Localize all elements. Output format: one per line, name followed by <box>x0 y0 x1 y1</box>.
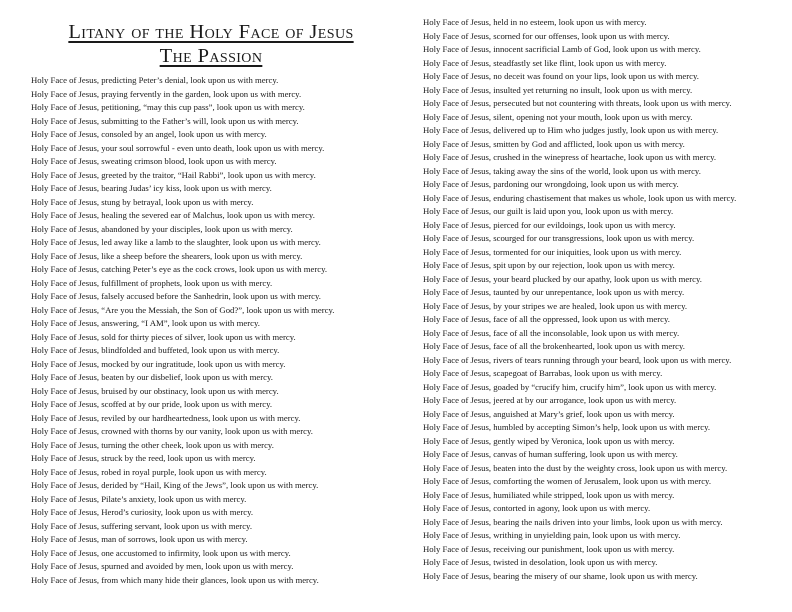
litany-line: Holy Face of Jesus, persecuted but not countering with threats, look upon us with mercy. <box>423 98 732 108</box>
litany-line: Holy Face of Jesus, bruised by our obstinacy, look upon us with mercy. <box>31 385 279 396</box>
litany-line: Holy Face of Jesus, contorted in agony, look upon us with mercy. <box>423 503 651 513</box>
litany-line: Holy Face of Jesus, pardoning our wrongdoing, look upon us with mercy. <box>423 179 679 189</box>
litany-line: Holy Face of Jesus, like a sheep before the shearers, look upon us with mercy. <box>31 250 303 261</box>
litany-line: Holy Face of Jesus, from which many hide their glances, look upon us with mercy. <box>31 574 319 585</box>
litany-line: Holy Face of Jesus, crushed in the winepress of heartache, look upon us with mercy. <box>423 152 717 162</box>
litany-line: Holy Face of Jesus, crowned with thorns by our vanity, look upon us with mercy. <box>31 426 313 436</box>
litany-line: Holy Face of Jesus, beaten into the dust by the weighty cross, look upon us with mercy. <box>423 462 728 473</box>
litany-line: Holy Face of Jesus, abandoned by your disciples, look upon us with mercy. <box>31 223 293 234</box>
litany-line: Holy Face of Jesus, bearing the misery of our shame, look upon us with mercy. <box>423 570 698 581</box>
litany-line: Holy Face of Jesus, robed in royal purple, look upon us with mercy. <box>31 466 267 477</box>
litany-line: Holy Face of Jesus, man of sorrows, look upon us with mercy. <box>31 534 248 544</box>
left-column <box>31 0 391 587</box>
litany-line: Holy Face of Jesus, steadfastly set like flint, look upon us with mercy. <box>423 57 667 68</box>
litany-line: Holy Face of Jesus, taking away the sins of the world, look upon us with mercy. <box>423 165 701 176</box>
litany-line: Holy Face of Jesus, stung by betrayal, look upon us with mercy. <box>31 196 254 207</box>
litany-line: Holy Face of Jesus, goaded by “crucify him, crucify him”, look upon us with mercy. <box>423 381 717 392</box>
litany-line: Holy Face of Jesus, face of all the oppressed, look upon us with mercy. <box>423 314 670 324</box>
litany-line: Holy Face of Jesus, greeted by the traitor, “Hail Rabbi”, look upon us with mercy. <box>31 169 316 180</box>
litany-line: Holy Face of Jesus, scoffed at by our pride, look upon us with mercy. <box>31 399 273 409</box>
litany-line: Holy Face of Jesus, falsely accused before the Sanhedrin, look upon us with mercy. <box>31 291 321 301</box>
document-title: Litany of the Holy Face of Jesus <box>68 21 354 43</box>
litany-line: Holy Face of Jesus, humbled by accepting Simon’s help, look upon us with mercy. <box>423 422 711 432</box>
litany-line: Holy Face of Jesus, spit upon by our rejection, look upon us with mercy. <box>423 260 675 270</box>
right-column <box>423 0 783 583</box>
litany-line: Holy Face of Jesus, consoled by an angel, look upon us with mercy. <box>31 129 267 139</box>
litany-line: Holy Face of Jesus, enduring chastisement that makes us whole, look upon us with mercy. <box>423 192 737 203</box>
litany-line: Holy Face of Jesus, one accustomed to infirmity, look upon us with mercy. <box>31 547 291 558</box>
litany-line: Holy Face of Jesus, face of all the brokenhearted, look upon us with mercy. <box>423 341 685 351</box>
litany-line: Holy Face of Jesus, submitting to the Father’s will, look upon us with mercy. <box>31 115 299 126</box>
litany-line: Holy Face of Jesus, “Are you the Messiah, the Son of God?”, look upon us with mercy. <box>31 304 335 315</box>
litany-line: Holy Face of Jesus, face of all the inconsolable, look upon us with mercy. <box>423 327 680 338</box>
litany-line: Holy Face of Jesus, bearing Judas’ icy kiss, look upon us with mercy. <box>31 183 272 193</box>
litany-line: Holy Face of Jesus, by your stripes we are healed, look upon us with mercy. <box>423 300 688 311</box>
left-litany-list <box>31 74 391 587</box>
litany-line: Holy Face of Jesus, bearing the nails driven into your limbs, look upon us with mercy. <box>423 516 723 527</box>
litany-line: Holy Face of Jesus, scapegoat of Barrabas, look upon us with mercy. <box>423 368 663 378</box>
litany-line: Holy Face of Jesus, jeered at by our arrogance, look upon us with mercy. <box>423 395 677 405</box>
litany-line: Holy Face of Jesus, humiliated while stripped, look upon us with mercy. <box>423 489 675 500</box>
litany-line: Holy Face of Jesus, reviled by our hardheartedness, look upon us with mercy. <box>31 412 301 423</box>
litany-line: Holy Face of Jesus, mocked by our ingratitude, look upon us with mercy. <box>31 358 286 369</box>
litany-line: Holy Face of Jesus, our guilt is laid upon you, look upon us with mercy. <box>423 206 674 216</box>
litany-line: Holy Face of Jesus, pierced for our evildoings, look upon us with mercy. <box>423 219 676 230</box>
litany-line: Holy Face of Jesus, predicting Peter’s denial, look upon us with mercy. <box>31 75 279 85</box>
litany-line: Holy Face of Jesus, canvas of human suffering, look upon us with mercy. <box>423 449 678 459</box>
litany-line: Holy Face of Jesus, Herod’s curiosity, look upon us with mercy. <box>31 507 254 517</box>
litany-line: Holy Face of Jesus, smitten by God and afflicted, look upon us with mercy. <box>423 138 685 149</box>
litany-line: Holy Face of Jesus, anguished at Mary’s grief, look upon us with mercy. <box>423 408 675 419</box>
litany-line: Holy Face of Jesus, catching Peter’s eye as the cock crows, look upon us with mercy. <box>31 264 328 274</box>
litany-line: Holy Face of Jesus, petitioning, “may this cup pass”, look upon us with mercy. <box>31 102 305 112</box>
litany-line: Holy Face of Jesus, insulted yet returning no insult, look upon us with mercy. <box>423 84 693 95</box>
litany-line: Holy Face of Jesus, twisted in desolation, look upon us with mercy. <box>423 557 658 567</box>
litany-line: Holy Face of Jesus, spurned and avoided by men, look upon us with mercy. <box>31 561 294 571</box>
litany-line: Holy Face of Jesus, scorned for our offenses, look upon us with mercy. <box>423 30 670 41</box>
litany-line: Holy Face of Jesus, sold for thirty pieces of silver, look upon us with mercy. <box>31 331 296 342</box>
right-litany-list <box>423 16 783 583</box>
litany-line: Holy Face of Jesus, Pilate’s anxiety, look upon us with mercy. <box>31 493 247 504</box>
litany-line: Holy Face of Jesus, comforting the women of Jerusalem, look upon us with mercy. <box>423 476 711 486</box>
litany-line: Holy Face of Jesus, answering, “I AM”, look upon us with mercy. <box>31 318 260 328</box>
litany-line: Holy Face of Jesus, praying fervently in the garden, look upon us with mercy. <box>31 88 302 99</box>
litany-line: Holy Face of Jesus, scourged for our transgressions, look upon us with mercy. <box>423 233 695 243</box>
litany-line: Holy Face of Jesus, silent, opening not your mouth, look upon us with mercy. <box>423 111 693 122</box>
litany-line: Holy Face of Jesus, rivers of tears running through your beard, look upon us with mercy. <box>423 354 732 365</box>
litany-line: Holy Face of Jesus, turning the other cheek, look upon us with mercy. <box>31 439 274 450</box>
litany-line: Holy Face of Jesus, suffering servant, look upon us with mercy. <box>31 520 253 531</box>
litany-line: Holy Face of Jesus, held in no esteem, look upon us with mercy. <box>423 17 647 27</box>
litany-line: Holy Face of Jesus, your soul sorrowful - even unto death, look upon us with mercy. <box>31 142 325 153</box>
litany-line: Holy Face of Jesus, receiving our punishment, look upon us with mercy. <box>423 543 675 554</box>
title-block <box>31 20 391 68</box>
litany-line: Holy Face of Jesus, your beard plucked by our apathy, look upon us with mercy. <box>423 273 702 284</box>
document-subtitle: The Passion <box>159 45 263 67</box>
litany-line: Holy Face of Jesus, taunted by our unrepentance, look upon us with mercy. <box>423 287 685 297</box>
litany-line: Holy Face of Jesus, beaten by our disbelief, look upon us with mercy. <box>31 372 273 382</box>
litany-line: Holy Face of Jesus, led away like a lamb to the slaughter, look upon us with mercy. <box>31 237 321 247</box>
litany-line: Holy Face of Jesus, blindfolded and buffeted, look upon us with mercy. <box>31 345 280 355</box>
litany-line: Holy Face of Jesus, gently wiped by Veronica, look upon us with mercy. <box>423 435 675 446</box>
litany-line: Holy Face of Jesus, derided by “Hail, King of the Jews”, look upon us with mercy. <box>31 480 319 490</box>
litany-line: Holy Face of Jesus, writhing in unyielding pain, look upon us with mercy. <box>423 530 681 540</box>
litany-line: Holy Face of Jesus, innocent sacrificial Lamb of God, look upon us with mercy. <box>423 44 701 54</box>
litany-line: Holy Face of Jesus, no deceit was found on your lips, look upon us with mercy. <box>423 71 699 81</box>
litany-line: Holy Face of Jesus, delivered up to Him who judges justly, look upon us with mercy. <box>423 125 719 135</box>
litany-line: Holy Face of Jesus, struck by the reed, look upon us with mercy. <box>31 453 256 463</box>
litany-line: Holy Face of Jesus, fulfillment of prophets, look upon us with mercy. <box>31 277 273 288</box>
litany-line: Holy Face of Jesus, sweating crimson blood, look upon us with mercy. <box>31 156 277 166</box>
litany-line: Holy Face of Jesus, healing the severed ear of Malchus, look upon us with mercy. <box>31 210 315 220</box>
litany-line: Holy Face of Jesus, tormented for our iniquities, look upon us with mercy. <box>423 246 682 257</box>
